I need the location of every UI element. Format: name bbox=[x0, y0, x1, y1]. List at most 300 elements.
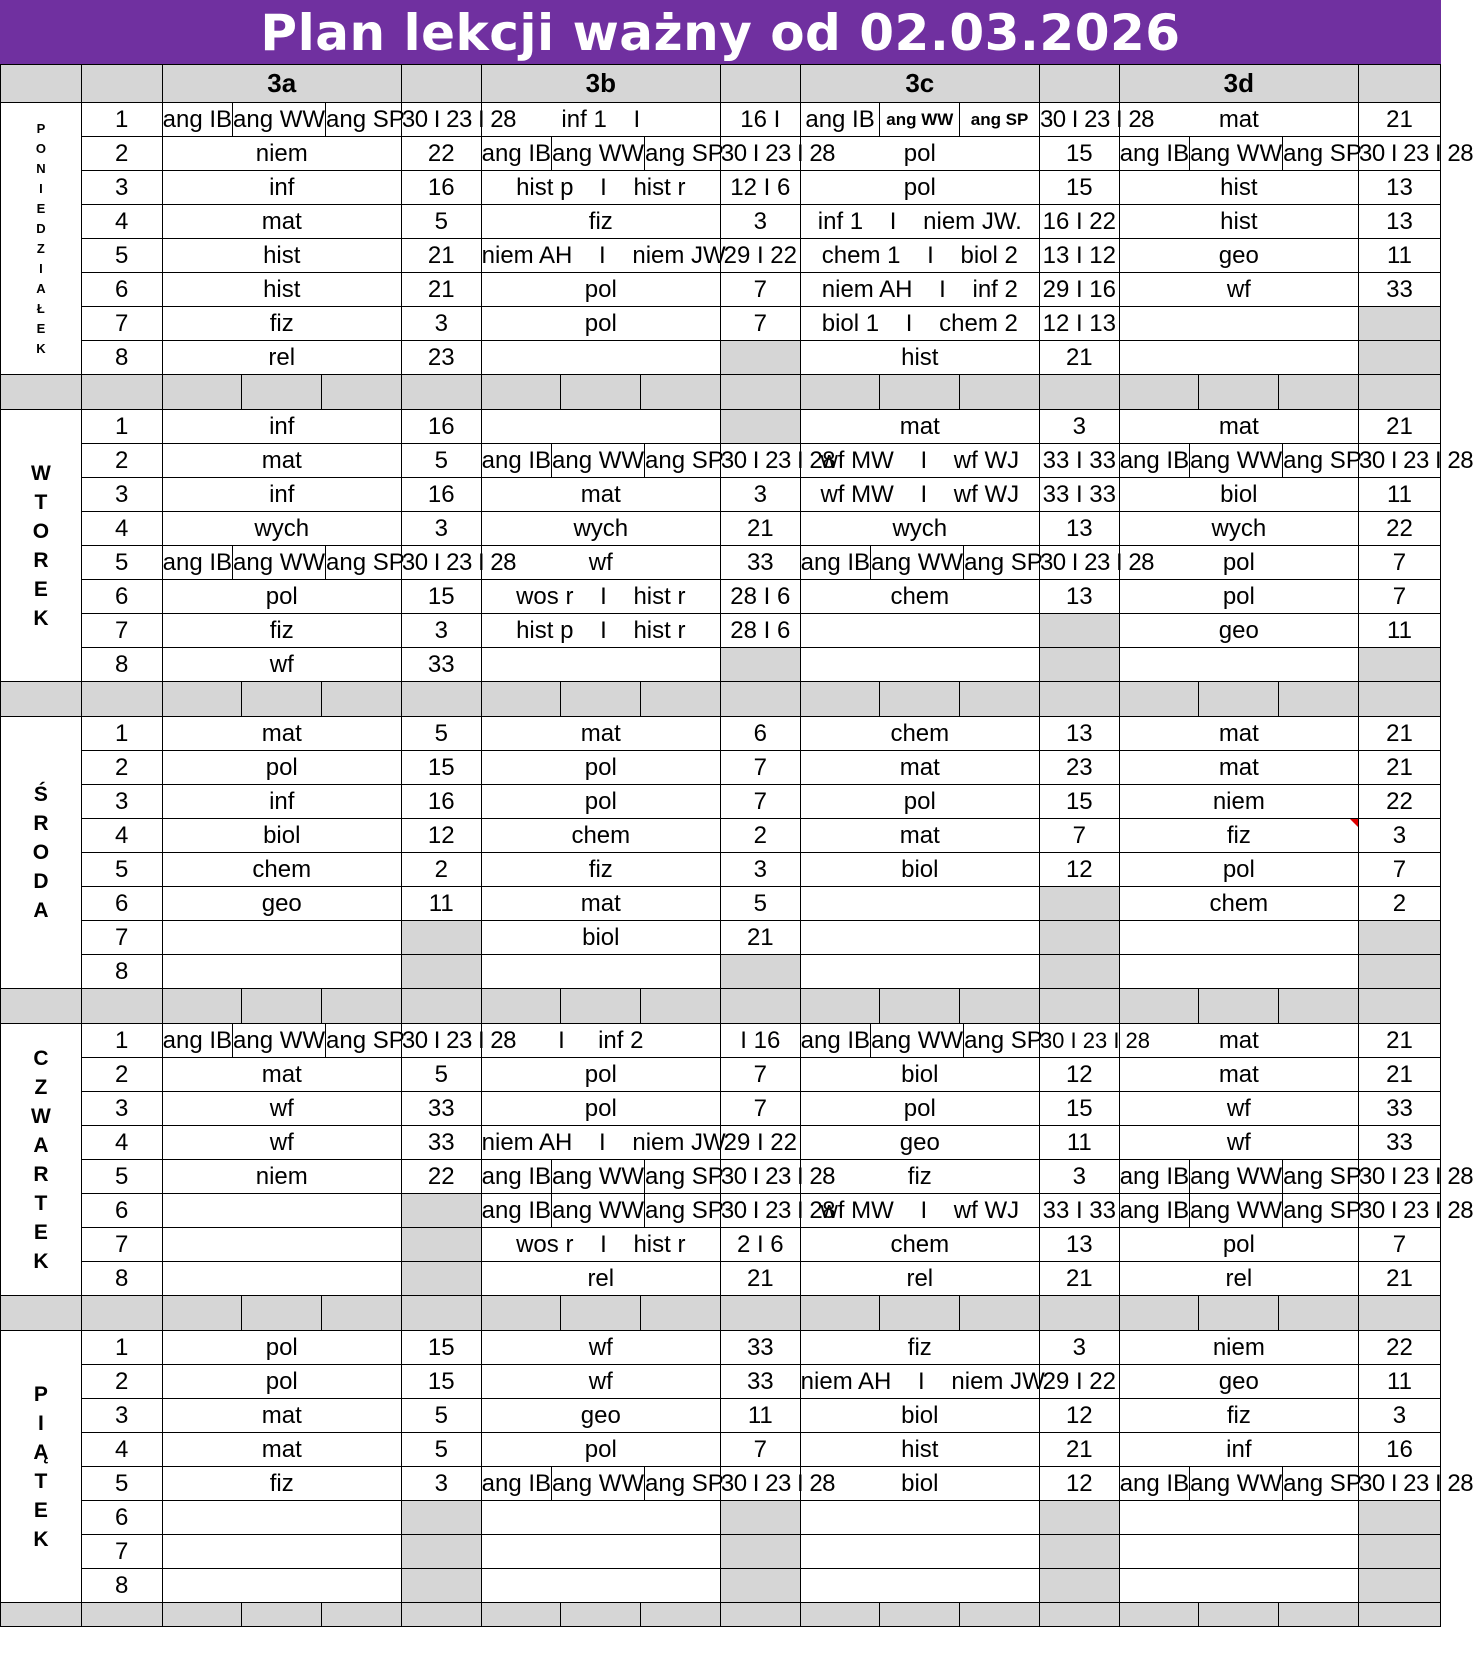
lesson-row bbox=[1, 171, 1441, 205]
lesson-row bbox=[1, 1399, 1441, 1433]
lesson-number: 8 bbox=[81, 648, 162, 682]
lesson-row bbox=[1, 819, 1441, 853]
subject-cell bbox=[1119, 921, 1358, 955]
separator-cell bbox=[1, 989, 82, 1024]
subject-cell: rel bbox=[481, 1262, 720, 1296]
room-cell: 21 bbox=[1039, 1433, 1119, 1467]
room-cell: 21 bbox=[720, 921, 800, 955]
subject-cell: wf bbox=[1119, 273, 1358, 307]
room-cell: 30 I 23 I 28 bbox=[720, 444, 800, 478]
subject-cell bbox=[1119, 341, 1358, 375]
subject-cell: geo bbox=[1119, 1365, 1358, 1399]
day-letter: K bbox=[33, 1527, 49, 1551]
room-cell: 13 I 12 bbox=[1039, 239, 1119, 273]
subject-cell bbox=[481, 1535, 720, 1569]
room-cell: 3 bbox=[1039, 1331, 1119, 1365]
lesson-row bbox=[1, 478, 1441, 512]
subject-cell: chem bbox=[800, 1228, 1039, 1262]
split-group bbox=[162, 546, 405, 579]
subject-cell: geo bbox=[1119, 614, 1358, 648]
subject-cell: niem AH I niem JW bbox=[800, 1365, 1039, 1399]
subject-cell bbox=[162, 103, 405, 137]
subject-cell: biol bbox=[800, 1058, 1039, 1092]
room-cell: 7 bbox=[720, 785, 800, 819]
separator-cell bbox=[641, 375, 721, 410]
split-group bbox=[481, 1467, 724, 1500]
subject-cell: niem bbox=[162, 137, 401, 171]
subject-cell: pol bbox=[1119, 1228, 1358, 1262]
subject-cell bbox=[1119, 1467, 1362, 1501]
lesson-row bbox=[1, 887, 1441, 921]
group-subject: ang SP bbox=[1282, 1160, 1362, 1193]
separator-cell bbox=[960, 1603, 1040, 1627]
class-header-3c: 3c bbox=[800, 65, 1039, 103]
subject-cell: fiz bbox=[481, 853, 720, 887]
subject-cell: wf MW I wf WJ bbox=[800, 444, 1039, 478]
room-cell: 30 I 23 I 28 bbox=[1358, 137, 1440, 171]
subject-cell: mat bbox=[800, 819, 1039, 853]
lesson-number: 4 bbox=[81, 205, 162, 239]
group-subject: ang SP bbox=[644, 1160, 724, 1193]
subject-cell: pol bbox=[162, 1365, 401, 1399]
separator-cell bbox=[1199, 682, 1279, 717]
room-cell bbox=[720, 1569, 800, 1603]
subject-cell: wych bbox=[481, 512, 720, 546]
split-group bbox=[800, 1024, 1043, 1057]
split-group bbox=[801, 103, 1039, 136]
room-cell: 3 bbox=[1039, 410, 1119, 444]
subject-cell: mat bbox=[1119, 751, 1358, 785]
subject-cell: mat bbox=[1119, 717, 1358, 751]
group-subject: ang IB bbox=[481, 140, 552, 167]
room-cell: 33 bbox=[401, 1092, 481, 1126]
group-subject: ang SP bbox=[325, 546, 405, 579]
split-group bbox=[1119, 1467, 1362, 1500]
lesson-row bbox=[1, 1024, 1441, 1058]
lesson-row bbox=[1, 785, 1441, 819]
subject-cell: pol bbox=[1119, 853, 1358, 887]
lesson-number: 2 bbox=[81, 751, 162, 785]
lesson-number: 5 bbox=[81, 1160, 162, 1194]
lesson-row bbox=[1, 853, 1441, 887]
separator-cell bbox=[1279, 1603, 1359, 1627]
subject-cell: pol bbox=[481, 1433, 720, 1467]
lesson-number: 3 bbox=[81, 478, 162, 512]
subject-cell: biol 1 I chem 2 bbox=[800, 307, 1039, 341]
day-letter: A bbox=[33, 899, 49, 922]
lesson-number: 2 bbox=[81, 137, 162, 171]
lesson-row bbox=[1, 580, 1441, 614]
day-letter: D bbox=[36, 220, 46, 236]
group-subject: ang SP bbox=[325, 1024, 405, 1057]
subject-cell bbox=[800, 887, 1039, 921]
day-label bbox=[1, 1024, 82, 1296]
room-cell bbox=[1039, 921, 1119, 955]
group-subject: ang IB bbox=[800, 1027, 871, 1054]
subject-cell: chem bbox=[1119, 887, 1358, 921]
separator-cell bbox=[1039, 682, 1119, 717]
day-letter: I bbox=[39, 260, 43, 276]
separator-cell bbox=[1, 375, 82, 410]
room-cell bbox=[1039, 1535, 1119, 1569]
lesson-number: 1 bbox=[81, 410, 162, 444]
room-cell bbox=[1358, 955, 1440, 989]
subject-cell: hist bbox=[800, 1433, 1039, 1467]
lesson-row bbox=[1, 410, 1441, 444]
separator-cell bbox=[1279, 1296, 1359, 1331]
subject-cell bbox=[162, 1535, 401, 1569]
subject-cell: fiz bbox=[162, 1467, 401, 1501]
room-cell: 15 bbox=[1039, 137, 1119, 171]
separator-cell bbox=[162, 989, 242, 1024]
room-cell: 15 bbox=[1039, 1092, 1119, 1126]
subject-cell: wos r I hist r bbox=[481, 1228, 720, 1262]
room-cell: 21 bbox=[1358, 1058, 1440, 1092]
subject-cell: rel bbox=[1119, 1262, 1358, 1296]
lesson-number: 6 bbox=[81, 1194, 162, 1228]
room-cell: 23 bbox=[1039, 751, 1119, 785]
separator-cell bbox=[720, 1603, 800, 1627]
room-cell: 13 bbox=[1039, 580, 1119, 614]
split-group bbox=[1119, 1160, 1362, 1193]
lesson-row bbox=[1, 1467, 1441, 1501]
room-cell: 3 bbox=[401, 512, 481, 546]
room-cell: 22 bbox=[1358, 785, 1440, 819]
day-letter: W bbox=[30, 1104, 51, 1128]
subject-cell: fiz bbox=[800, 1160, 1039, 1194]
subject-cell bbox=[1119, 1160, 1362, 1194]
group-subject: ang IB bbox=[481, 447, 552, 474]
group-subject: ang SP bbox=[1282, 137, 1362, 170]
day-letter: E bbox=[36, 320, 46, 336]
room-cell: 16 bbox=[401, 785, 481, 819]
lesson-number: 5 bbox=[81, 853, 162, 887]
room-cell: 12 bbox=[1039, 853, 1119, 887]
subject-cell: wf bbox=[162, 1126, 401, 1160]
subject-cell: biol bbox=[162, 819, 401, 853]
separator-cell bbox=[720, 375, 800, 410]
lesson-number: 8 bbox=[81, 1262, 162, 1296]
subject-cell: chem bbox=[800, 717, 1039, 751]
subject-cell bbox=[481, 955, 720, 989]
subject-cell bbox=[800, 103, 1039, 137]
room-cell: 21 bbox=[1039, 341, 1119, 375]
group-subject: ang IB bbox=[1119, 1197, 1190, 1224]
room-cell: 30 I 23 I 28 bbox=[401, 1024, 481, 1058]
separator-cell bbox=[800, 1296, 880, 1331]
room-cell: 33 bbox=[720, 546, 800, 580]
lesson-row bbox=[1, 1535, 1441, 1569]
subject-cell: wos r I hist r bbox=[481, 580, 720, 614]
group-subject: ang SP bbox=[325, 103, 405, 136]
subject-cell: niem bbox=[162, 1160, 401, 1194]
lesson-row bbox=[1, 512, 1441, 546]
separator-cell bbox=[242, 375, 322, 410]
separator-cell bbox=[960, 989, 1040, 1024]
subject-cell bbox=[481, 410, 720, 444]
room-cell: 30 I 23 I 28 bbox=[1358, 1467, 1440, 1501]
day-letter: T bbox=[34, 1469, 48, 1493]
lesson-row bbox=[1, 614, 1441, 648]
subject-cell: I inf 2 bbox=[481, 1024, 720, 1058]
subject-cell: niem bbox=[1119, 1331, 1358, 1365]
group-subject: ang WW bbox=[1189, 444, 1282, 477]
separator-cell bbox=[481, 375, 561, 410]
subject-cell bbox=[481, 1501, 720, 1535]
separator-cell bbox=[1279, 989, 1359, 1024]
lesson-row bbox=[1, 1126, 1441, 1160]
group-subject: ang WW bbox=[551, 1160, 644, 1193]
room-cell: 28 I 6 bbox=[720, 614, 800, 648]
subject-cell: biol bbox=[481, 921, 720, 955]
subject-cell: mat bbox=[1119, 1024, 1358, 1058]
subject-cell: inf bbox=[162, 478, 401, 512]
room-cell: 7 bbox=[1358, 580, 1440, 614]
subject-cell: inf bbox=[162, 410, 401, 444]
room-cell: 33 I 33 bbox=[1039, 444, 1119, 478]
room-cell: 28 I 6 bbox=[720, 580, 800, 614]
room-cell bbox=[1358, 1569, 1440, 1603]
separator-cell bbox=[162, 375, 242, 410]
lesson-number: 2 bbox=[81, 1365, 162, 1399]
lesson-number: 7 bbox=[81, 1228, 162, 1262]
separator-cell bbox=[1279, 682, 1359, 717]
day-letter: T bbox=[34, 1191, 48, 1215]
group-subject: ang WW bbox=[232, 1024, 325, 1057]
room-cell: 33 I 33 bbox=[1039, 478, 1119, 512]
group-subject: ang IB bbox=[162, 106, 233, 133]
separator-cell bbox=[1279, 375, 1359, 410]
subject-cell: wf bbox=[1119, 1126, 1358, 1160]
subject-cell bbox=[481, 137, 724, 171]
group-subject: ang WW bbox=[551, 1467, 644, 1500]
room-cell: 11 bbox=[1358, 1365, 1440, 1399]
subject-cell: pol bbox=[800, 137, 1039, 171]
group-subject: ang WW bbox=[1189, 137, 1282, 170]
room-cell: 22 bbox=[401, 137, 481, 171]
group-subject: ang WW bbox=[551, 444, 644, 477]
header-corner bbox=[1, 65, 82, 103]
room-cell: 29 I 22 bbox=[1039, 1365, 1119, 1399]
subject-cell: hist p I hist r bbox=[481, 171, 720, 205]
subject-cell bbox=[481, 648, 720, 682]
group-subject: ang IB bbox=[162, 1027, 233, 1054]
subject-cell: pol bbox=[800, 171, 1039, 205]
subject-cell: biol bbox=[800, 1467, 1039, 1501]
separator-cell bbox=[242, 1603, 322, 1627]
day-separator-row bbox=[1, 1296, 1441, 1331]
day-letter: R bbox=[33, 812, 49, 835]
room-cell: 30 I 23 I 28 bbox=[720, 1467, 800, 1501]
day-letter: O bbox=[32, 519, 50, 543]
subject-cell: pol bbox=[1119, 580, 1358, 614]
group-subject: ang SP bbox=[959, 103, 1039, 136]
room-cell bbox=[401, 1194, 481, 1228]
subject-cell: mat bbox=[481, 717, 720, 751]
room-cell: 5 bbox=[720, 887, 800, 921]
lesson-row bbox=[1, 648, 1441, 682]
subject-cell: mat bbox=[800, 410, 1039, 444]
separator-cell bbox=[1358, 989, 1440, 1024]
subject-cell bbox=[800, 955, 1039, 989]
room-cell bbox=[401, 955, 481, 989]
room-cell bbox=[1039, 648, 1119, 682]
lesson-row bbox=[1, 444, 1441, 478]
separator-cell bbox=[1119, 1603, 1199, 1627]
room-cell: 11 bbox=[1358, 478, 1440, 512]
lesson-row bbox=[1, 546, 1441, 580]
separator-cell bbox=[561, 682, 641, 717]
subject-cell bbox=[481, 341, 720, 375]
room-cell bbox=[720, 410, 800, 444]
split-group bbox=[800, 546, 1043, 579]
room-cell: 7 bbox=[720, 273, 800, 307]
subject-cell: niem bbox=[1119, 785, 1358, 819]
day-letter: I bbox=[37, 1411, 44, 1435]
subject-cell: wf bbox=[481, 1331, 720, 1365]
room-header-3c bbox=[1039, 65, 1119, 103]
room-cell: 30 I 23 I 28 bbox=[1358, 1160, 1440, 1194]
subject-cell: mat bbox=[481, 478, 720, 512]
room-cell: 15 bbox=[401, 1365, 481, 1399]
lesson-row bbox=[1, 1262, 1441, 1296]
room-cell: 11 bbox=[401, 887, 481, 921]
subject-cell: pol bbox=[800, 1092, 1039, 1126]
lesson-number: 8 bbox=[81, 341, 162, 375]
lesson-number: 7 bbox=[81, 921, 162, 955]
room-cell: 23 bbox=[401, 341, 481, 375]
separator-cell bbox=[1119, 1296, 1199, 1331]
day-letter: P bbox=[36, 120, 46, 136]
room-cell: 7 bbox=[1358, 853, 1440, 887]
lesson-number: 8 bbox=[81, 955, 162, 989]
separator-cell bbox=[880, 1296, 960, 1331]
room-cell bbox=[1358, 307, 1440, 341]
separator-cell bbox=[81, 682, 162, 717]
day-letter: A bbox=[33, 1133, 49, 1157]
lesson-row bbox=[1, 205, 1441, 239]
room-cell: 11 bbox=[1358, 614, 1440, 648]
room-cell: 15 bbox=[401, 580, 481, 614]
subject-cell: pol bbox=[481, 1058, 720, 1092]
split-group bbox=[162, 1024, 405, 1057]
separator-cell bbox=[401, 682, 481, 717]
room-cell: I 16 bbox=[720, 1024, 800, 1058]
class-header-row bbox=[1, 65, 1441, 103]
subject-cell: niem AH I inf 2 bbox=[800, 273, 1039, 307]
separator-cell bbox=[401, 989, 481, 1024]
subject-cell: pol bbox=[162, 751, 401, 785]
room-cell bbox=[720, 955, 800, 989]
lesson-row bbox=[1, 955, 1441, 989]
day-separator-row bbox=[1, 682, 1441, 717]
group-subject: ang IB bbox=[481, 1163, 552, 1190]
room-cell: 2 bbox=[1358, 887, 1440, 921]
subject-cell bbox=[162, 955, 401, 989]
lesson-row bbox=[1, 1433, 1441, 1467]
room-cell: 21 bbox=[720, 512, 800, 546]
day-letter: K bbox=[36, 340, 46, 356]
room-cell: 11 bbox=[1358, 239, 1440, 273]
group-subject: ang WW bbox=[870, 546, 963, 579]
subject-cell: mat bbox=[162, 205, 401, 239]
room-cell: 30 I 23 I 28 bbox=[1039, 546, 1119, 580]
subject-cell: pol bbox=[162, 580, 401, 614]
subject-cell: pol bbox=[162, 1331, 401, 1365]
room-cell bbox=[401, 1501, 481, 1535]
subject-cell bbox=[800, 1569, 1039, 1603]
group-subject: ang SP bbox=[1282, 444, 1362, 477]
room-cell: 12 bbox=[1039, 1399, 1119, 1433]
group-subject: ang WW bbox=[879, 103, 959, 136]
lesson-row bbox=[1, 1160, 1441, 1194]
subject-cell: inf bbox=[162, 785, 401, 819]
subject-cell: fiz bbox=[1119, 819, 1358, 853]
room-cell: 12 bbox=[1039, 1058, 1119, 1092]
separator-cell bbox=[880, 682, 960, 717]
room-cell: 3 bbox=[401, 307, 481, 341]
lesson-number: 7 bbox=[81, 1535, 162, 1569]
lesson-number: 3 bbox=[81, 1092, 162, 1126]
separator-cell bbox=[1, 1603, 82, 1627]
subject-cell: wf bbox=[1119, 1092, 1358, 1126]
separator-cell bbox=[81, 1603, 162, 1627]
room-cell: 33 I 33 bbox=[1039, 1194, 1119, 1228]
room-cell bbox=[1039, 887, 1119, 921]
room-cell: 7 bbox=[720, 1433, 800, 1467]
separator-cell bbox=[960, 1296, 1040, 1331]
separator-cell bbox=[641, 1296, 721, 1331]
room-cell: 30 I 23 I 28 bbox=[1039, 1024, 1119, 1058]
subject-cell: mat bbox=[162, 717, 401, 751]
lesson-row bbox=[1, 1058, 1441, 1092]
split-group bbox=[1119, 444, 1362, 477]
room-cell: 21 bbox=[1358, 410, 1440, 444]
room-cell: 29 I 22 bbox=[720, 1126, 800, 1160]
room-cell: 13 bbox=[1039, 717, 1119, 751]
lesson-number: 5 bbox=[81, 239, 162, 273]
subject-cell bbox=[1119, 955, 1358, 989]
day-letter: D bbox=[33, 870, 49, 893]
subject-cell: geo bbox=[1119, 239, 1358, 273]
subject-cell: wf MW I wf WJ bbox=[800, 1194, 1039, 1228]
subject-cell: geo bbox=[162, 887, 401, 921]
group-subject: ang WW bbox=[232, 546, 325, 579]
subject-cell: pol bbox=[800, 785, 1039, 819]
group-subject: ang IB bbox=[800, 549, 871, 576]
subject-cell: chem 1 I biol 2 bbox=[800, 239, 1039, 273]
group-subject: ang IB bbox=[1119, 447, 1190, 474]
separator-cell bbox=[800, 1603, 880, 1627]
subject-cell: biol bbox=[1119, 478, 1358, 512]
lesson-row bbox=[1, 137, 1441, 171]
subject-cell bbox=[481, 444, 724, 478]
subject-cell: pol bbox=[1119, 546, 1358, 580]
lesson-number: 6 bbox=[81, 1501, 162, 1535]
room-cell: 30 I 23 I 28 bbox=[401, 103, 481, 137]
separator-cell bbox=[322, 989, 402, 1024]
separator-cell bbox=[1119, 682, 1199, 717]
separator-cell bbox=[641, 989, 721, 1024]
group-subject: ang SP bbox=[963, 1024, 1043, 1057]
room-cell: 3 bbox=[720, 478, 800, 512]
room-cell bbox=[720, 1535, 800, 1569]
room-cell: 30 I 23 I 28 bbox=[1039, 103, 1119, 137]
separator-cell bbox=[322, 682, 402, 717]
room-cell bbox=[401, 1228, 481, 1262]
subject-cell: wych bbox=[800, 512, 1039, 546]
subject-cell bbox=[481, 1194, 724, 1228]
